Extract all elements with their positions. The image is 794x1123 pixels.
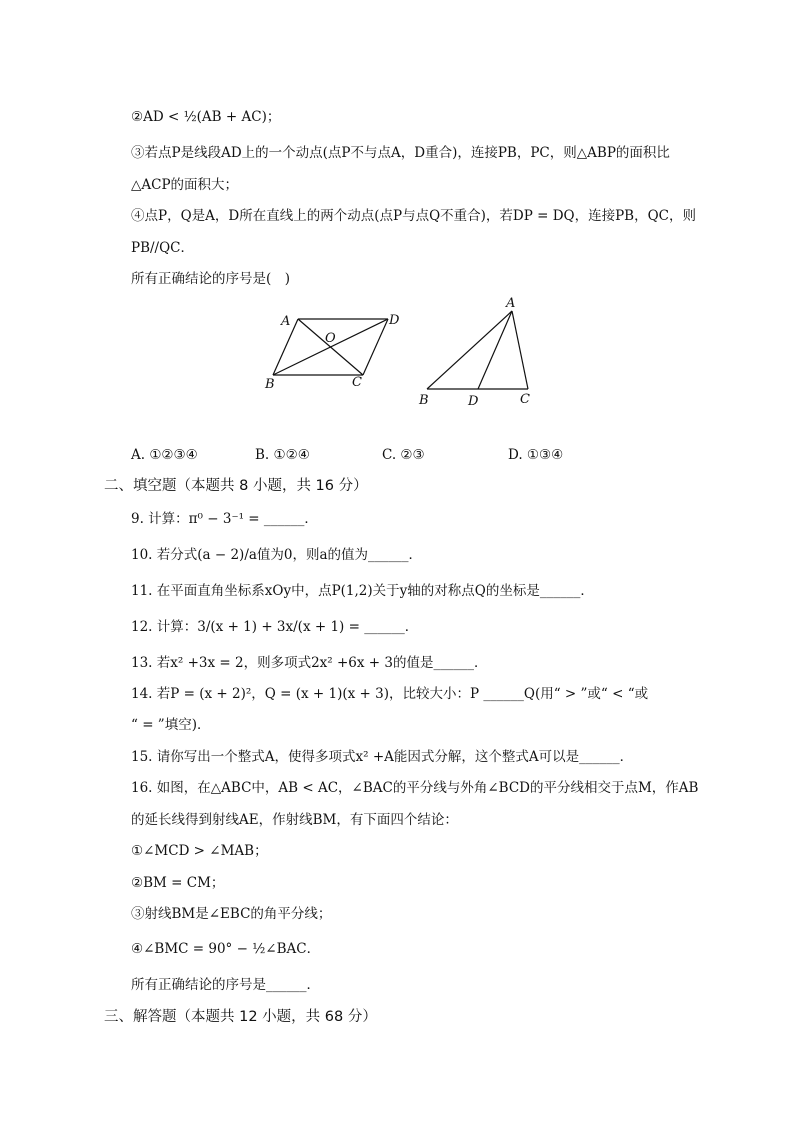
conclusion-3: ③若点P是线段AD上的一个动点(点P不与点A，D重合)，连接PB，PC，则△ABP的面积比: [131, 145, 670, 161]
question-16: 16. 如图，在△ABC中，AB < AC，∠BAC的平分线与外角∠BCD的平分线相交于点M，作AB: [131, 780, 699, 796]
q16-conclusion-2: ②BM = CM；: [131, 875, 225, 891]
choice-d[interactable]: D. ①③④: [508, 447, 564, 463]
question-14: 14. 若P = (x + 2)²，Q = (x + 1)(x + 3)，比较大小：P ______Q(用“ > ”或“ < “或: [131, 686, 649, 702]
q16-conclusion-1: ①∠MCD > ∠MAB；: [131, 843, 268, 859]
choice-c[interactable]: C. ②③: [382, 447, 425, 463]
question-prompt: 所有正确结论的序号是( ): [131, 271, 291, 287]
question-16-cont: 的延长线得到射线AE，作射线BM，有下面四个结论：: [131, 812, 458, 828]
conclusion-4: ④点P，Q是A，D所在直线上的两个动点(点P与点Q不重合)，若DP = DQ，连接PB，QC，则: [131, 208, 697, 224]
answer-choices: [131, 444, 691, 466]
label-A: A: [281, 314, 291, 329]
label-C: C: [352, 375, 362, 390]
section-heading-fill-blank: 二、填空题（本题共 8 小题，共 16 分）: [104, 478, 368, 494]
question-10: 10. 若分式(a − 2)/a值为0，则a的值为______．: [131, 547, 423, 563]
label-D: D: [389, 313, 400, 328]
label-C: C: [520, 392, 530, 407]
question-12: 12. 计算：3/(x + 1) + 3x/(x + 1) = ______．: [131, 619, 419, 635]
q16-prompt: 所有正确结论的序号是______．: [131, 977, 320, 993]
section-heading-solutions: 三、解答题（本题共 12 小题，共 68 分）: [104, 1009, 377, 1025]
conclusion-2: ②AD < ½(AB + AC)；: [131, 109, 281, 125]
question-15: 15. 请你写出一个整式A，使得多项式x² +A能因式分解，这个整式A可以是______．: [131, 749, 634, 765]
label-A: A: [506, 296, 516, 311]
q16-conclusion-3: ③射线BM是∠EBC的角平分线；: [131, 906, 332, 922]
conclusion-3-cont: △ACP的面积大；: [131, 177, 239, 193]
question-13: 13. 若x² +3x = 2，则多项式2x² +6x + 3的值是______．: [131, 655, 488, 671]
question-11: 11. 在平面直角坐标系xOy中，点P(1,2)关于y轴的对称点Q的坐标是______．: [131, 583, 594, 599]
label-D: D: [468, 394, 479, 409]
triangle-figure: [415, 293, 545, 411]
question-14-cont: “ = ”填空)．: [131, 717, 211, 733]
q16-conclusion-4: ④∠BMC = 90° − ½∠BAC．: [131, 941, 321, 957]
question-9: 9. 计算：π⁰ − 3⁻¹ = ______．: [131, 511, 318, 527]
label-B: B: [265, 377, 275, 392]
choice-b[interactable]: B. ①②④: [255, 447, 310, 463]
conclusion-4-cont: PB//QC．: [131, 240, 194, 256]
label-O: O: [325, 331, 336, 346]
parallelogram-figure: [260, 305, 410, 395]
label-B: B: [419, 393, 429, 408]
choice-a[interactable]: A. ①②③④: [131, 447, 198, 463]
